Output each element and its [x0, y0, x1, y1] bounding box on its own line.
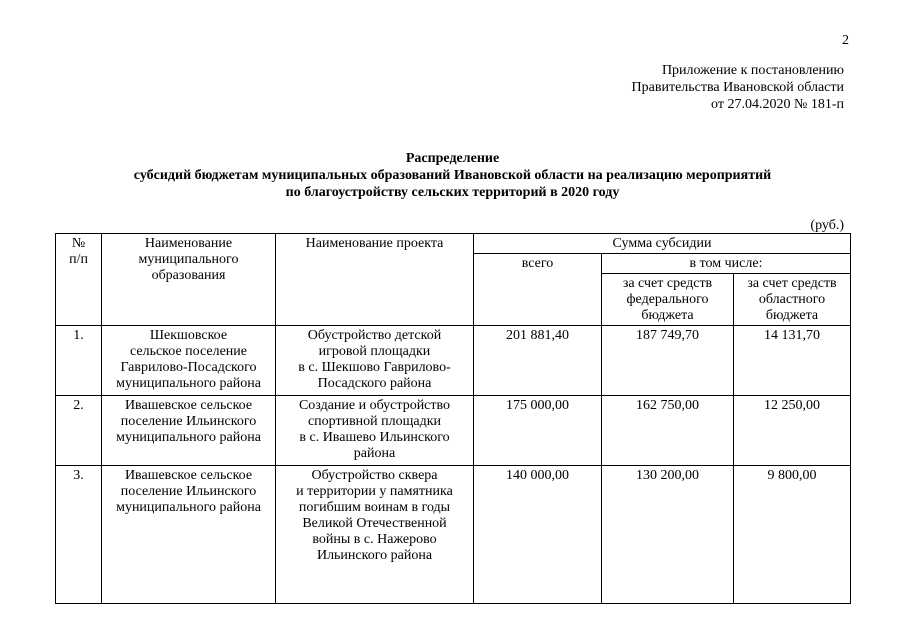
municipality-cell: Ивашевское сельское поселение Ильинского муниципального района	[102, 396, 276, 466]
project-cell: Создание и обустройство спортивной площадки в с. Ивашево Ильинского района	[276, 396, 474, 466]
row-number: 3.	[56, 466, 102, 604]
header-including: в том числе:	[602, 254, 851, 274]
project-cell: Обустройство сквера и территории у памятника погибшим воинам в годы Великой Отечественной войны в с. Нажерово Ильинского района	[276, 466, 474, 604]
appendix-line: Приложение к постановлению	[661, 63, 844, 78]
federal-cell: 187 749,70	[602, 326, 734, 396]
row-number: 2.	[56, 396, 102, 466]
table-row	[56, 326, 851, 396]
table-row	[56, 396, 851, 466]
federal-cell: 162 750,00	[602, 396, 734, 466]
header-project: Наименование проекта	[276, 234, 474, 326]
regional-cell: 9 800,00	[734, 466, 851, 604]
table-row	[56, 466, 851, 604]
total-cell: 201 881,40	[474, 326, 602, 396]
header-municipality: Наименование муниципального образования	[102, 234, 276, 326]
appendix-line: Правительства Ивановской области	[631, 80, 844, 95]
municipality-cell: Ивашевское сельское поселение Ильинского муниципального района	[102, 466, 276, 604]
regional-cell: 12 250,00	[734, 396, 851, 466]
header-subsidy-sum: Сумма субсидии	[474, 234, 851, 254]
heading-line: по благоустройству сельских территорий в 2020 году	[285, 185, 620, 200]
subsidy-table	[55, 233, 851, 604]
header-total: всего	[474, 254, 602, 326]
federal-cell: 130 200,00	[602, 466, 734, 604]
project-cell: Обустройство детской игровой площадки в с. Шекшово Гаврилово- Посадского района	[276, 326, 474, 396]
header-regional: за счет средств областного бюджета	[734, 274, 851, 326]
heading-line: Распределение	[405, 151, 500, 166]
total-cell: 140 000,00	[474, 466, 602, 604]
header-number: № п/п	[56, 234, 102, 326]
appendix-line: от 27.04.2020 № 181-п	[711, 97, 844, 112]
municipality-cell: Шекшовское сельское поселение Гаврилово-Посадского муниципального района	[102, 326, 276, 396]
currency-note: (руб.)	[810, 218, 844, 233]
row-number: 1.	[56, 326, 102, 396]
total-cell: 175 000,00	[474, 396, 602, 466]
regional-cell: 14 131,70	[734, 326, 851, 396]
heading-line: субсидий бюджетам муниципальных образований Ивановской области на реализацию мероприятий	[133, 168, 772, 183]
appendix-block	[632, 62, 844, 113]
page-number: 2	[842, 33, 849, 48]
header-federal: за счет средств федерального бюджета	[602, 274, 734, 326]
header-row	[56, 234, 851, 254]
document-heading	[55, 150, 850, 201]
